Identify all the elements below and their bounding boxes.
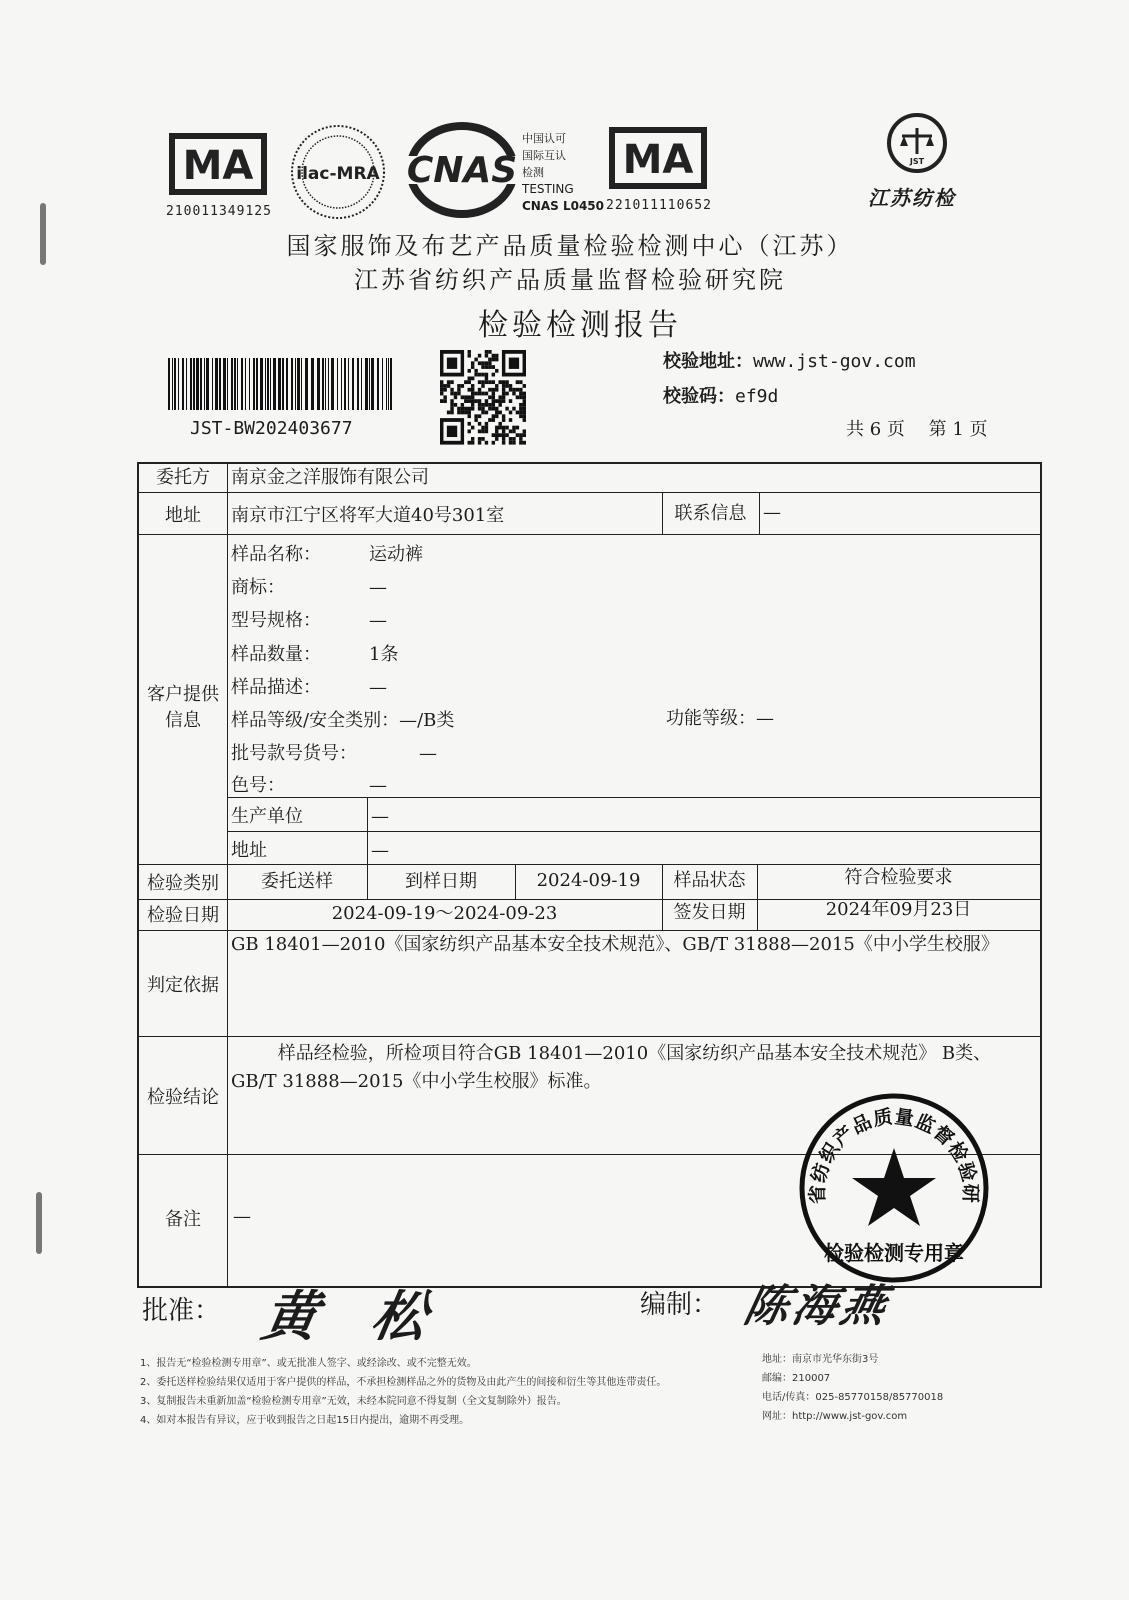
compile-signature: [739, 1270, 897, 1334]
approve-name: 黄 松: [257, 1284, 450, 1348]
cnas-line-4: TESTING: [522, 182, 574, 196]
producer-label: 生产单位: [231, 806, 303, 827]
address-value: 南京市江宁区将军大道40号301室: [231, 505, 505, 526]
contact-phone: 电话/传真：025-85770158/85770018: [762, 1392, 944, 1403]
svg-text:CNAS: CNAS: [406, 150, 518, 191]
quantity-label: 样品数量：: [231, 644, 321, 665]
verify-code-label: 校验码：: [663, 386, 735, 407]
color-value: —: [369, 775, 387, 796]
trademark-value: —: [369, 577, 387, 598]
arrival-date-label: 到样日期: [405, 871, 477, 892]
jst-brand-text: 江苏纺检: [868, 186, 956, 210]
cnas-line-2: 国际互认: [522, 149, 566, 162]
note-4: 4、如对本报告有异议，应于收到报告之日起15日内提出，逾期不再受理。: [140, 1415, 470, 1426]
quantity-value: 1条: [369, 644, 399, 665]
qr-code-icon: [440, 350, 526, 450]
cnas-line-3: 检测: [522, 166, 544, 179]
ma-logo-left: [168, 132, 268, 200]
color-label: 色号：: [231, 775, 285, 796]
verify-site: [663, 347, 916, 373]
cnas-text: [522, 130, 604, 215]
inspection-type-label: 检验类别: [147, 873, 219, 894]
producer-value: —: [371, 806, 389, 827]
seal-bottom-text: 检验检测专用章: [824, 1241, 964, 1265]
verify-site-label: 校验地址：: [663, 351, 753, 372]
batch-label: 批号款号货号：: [231, 743, 357, 764]
official-seal: [796, 1090, 992, 1290]
svg-text:ilac-MRA: ilac-MRA: [296, 164, 380, 184]
inspection-date-value: 2024-09-19～2024-09-23: [331, 903, 558, 924]
cnas-line-5: CNAS L0450: [522, 199, 605, 213]
ilac-mra-logo: [288, 122, 388, 226]
conclusion-value: 样品经检验，所检项目符合GB 18401—2010《国家纺织产品基本安全技术规范》 B类、GB/T 31888—2015《中小学生校服》标准。: [231, 1043, 992, 1092]
address-label: 地址: [165, 505, 201, 526]
note-3: 3、复制报告未重新加盖“检验检测专用章”无效，未经本院同意不得复制（全文复制除外）报告。: [140, 1396, 567, 1407]
issue-date-label: 签发日期: [673, 902, 746, 923]
contact-label: 联系信息: [674, 503, 747, 524]
trademark-label: 商标：: [231, 577, 285, 598]
compile-name: 陈海燕: [739, 1281, 895, 1332]
contact-value: —: [763, 502, 781, 523]
approve-label: 批准：: [142, 1296, 221, 1326]
inspection-date-label: 检验日期: [147, 905, 219, 926]
note-2: 2、委托送样检验结果仅适用于客户提供的样品，不承担检测样品之外的货物及由此产生的间接和衍生等其他连带责任。: [140, 1377, 667, 1388]
conclusion-label: 检验结论: [147, 1087, 219, 1108]
producer-address-label: 地址: [231, 840, 267, 861]
ma-logo-right: [608, 126, 708, 194]
report-title: 检验检测报告: [478, 308, 682, 343]
note-1: 1、报告无“检验检测专用章”、或无批准人签字、或经涂改、或不完整无效。: [140, 1358, 477, 1369]
function-grade: [666, 708, 774, 730]
cnas-line-1: 中国认可: [522, 132, 566, 145]
ma-number-right: 221011110652: [606, 198, 712, 213]
inspection-type-value: 委托送样: [261, 871, 333, 892]
grade-label-text: 样品等级/安全类别：: [231, 710, 400, 731]
compile-label: 编制：: [640, 1290, 719, 1320]
page-count: 共 6 页 第 1 页: [846, 419, 988, 440]
org-name-line-2: 江苏省纺织产品质量监督检验研究院: [354, 266, 786, 294]
org-name-line-1: 国家服饰及布艺产品质量检验检测中心（江苏）: [286, 232, 854, 260]
sample-state-value: 符合检验要求: [844, 867, 953, 888]
client-value: 南京金之洋服饰有限公司: [231, 467, 429, 488]
jst-emblem-icon: [886, 112, 948, 178]
seal-ring-text: 省纺织产品质量监督检验研: [806, 1105, 982, 1204]
description-label: 样品描述：: [231, 677, 321, 698]
svg-text:MA: MA: [622, 137, 694, 183]
model-value: —: [369, 610, 387, 631]
batch-value: —: [419, 743, 437, 764]
sample-state-label: 样品状态: [673, 870, 746, 891]
cnas-logo: [402, 122, 522, 222]
binder-clip-bottom: [36, 1192, 42, 1254]
basis-value: GB 18401—2010《国家纺织产品基本安全技术规范》、GB/T 31888—2015《中小学生校服》: [231, 934, 999, 955]
contact-website: 网址：http://www.jst-gov.com: [762, 1411, 908, 1422]
barcode-number: JST-BW202403677: [190, 418, 353, 439]
grade-value: —/B类: [399, 710, 455, 731]
svg-text:MA: MA: [182, 143, 254, 189]
verify-code: [663, 382, 778, 408]
client-label: 委托方: [156, 467, 210, 488]
producer-address-value: —: [371, 840, 389, 861]
footer-notes: [140, 1354, 760, 1430]
verify-site-value: www.jst-gov.com: [753, 351, 916, 372]
customer-info-label: 客户提供信息: [147, 684, 219, 731]
remark-value: —: [233, 1206, 251, 1227]
contact-address: 地址：南京市光华东街3号: [762, 1354, 879, 1365]
verify-code-value: ef9d: [735, 386, 779, 407]
footer-contact: [762, 1350, 1002, 1426]
function-grade-value: —: [756, 708, 774, 729]
grade-label: [231, 710, 454, 732]
sample-name-value: 运动裤: [369, 544, 423, 565]
arrival-date-value: 2024-09-19: [536, 870, 641, 891]
basis-label: 判定依据: [147, 975, 219, 996]
issue-date-value: 2024年09月23日: [825, 899, 972, 920]
sample-name-label: 样品名称：: [231, 544, 321, 565]
contact-postcode: 邮编：210007: [762, 1373, 831, 1384]
svg-text:JST: JST: [909, 157, 925, 166]
model-label: 型号规格：: [231, 610, 321, 631]
function-grade-label: 功能等级：: [666, 708, 756, 729]
description-value: —: [369, 677, 387, 698]
remark-label: 备注: [165, 1209, 201, 1230]
ma-number-left: 210011349125: [166, 204, 272, 219]
barcode-icon: [168, 358, 398, 414]
approve-signature: [257, 1274, 451, 1351]
